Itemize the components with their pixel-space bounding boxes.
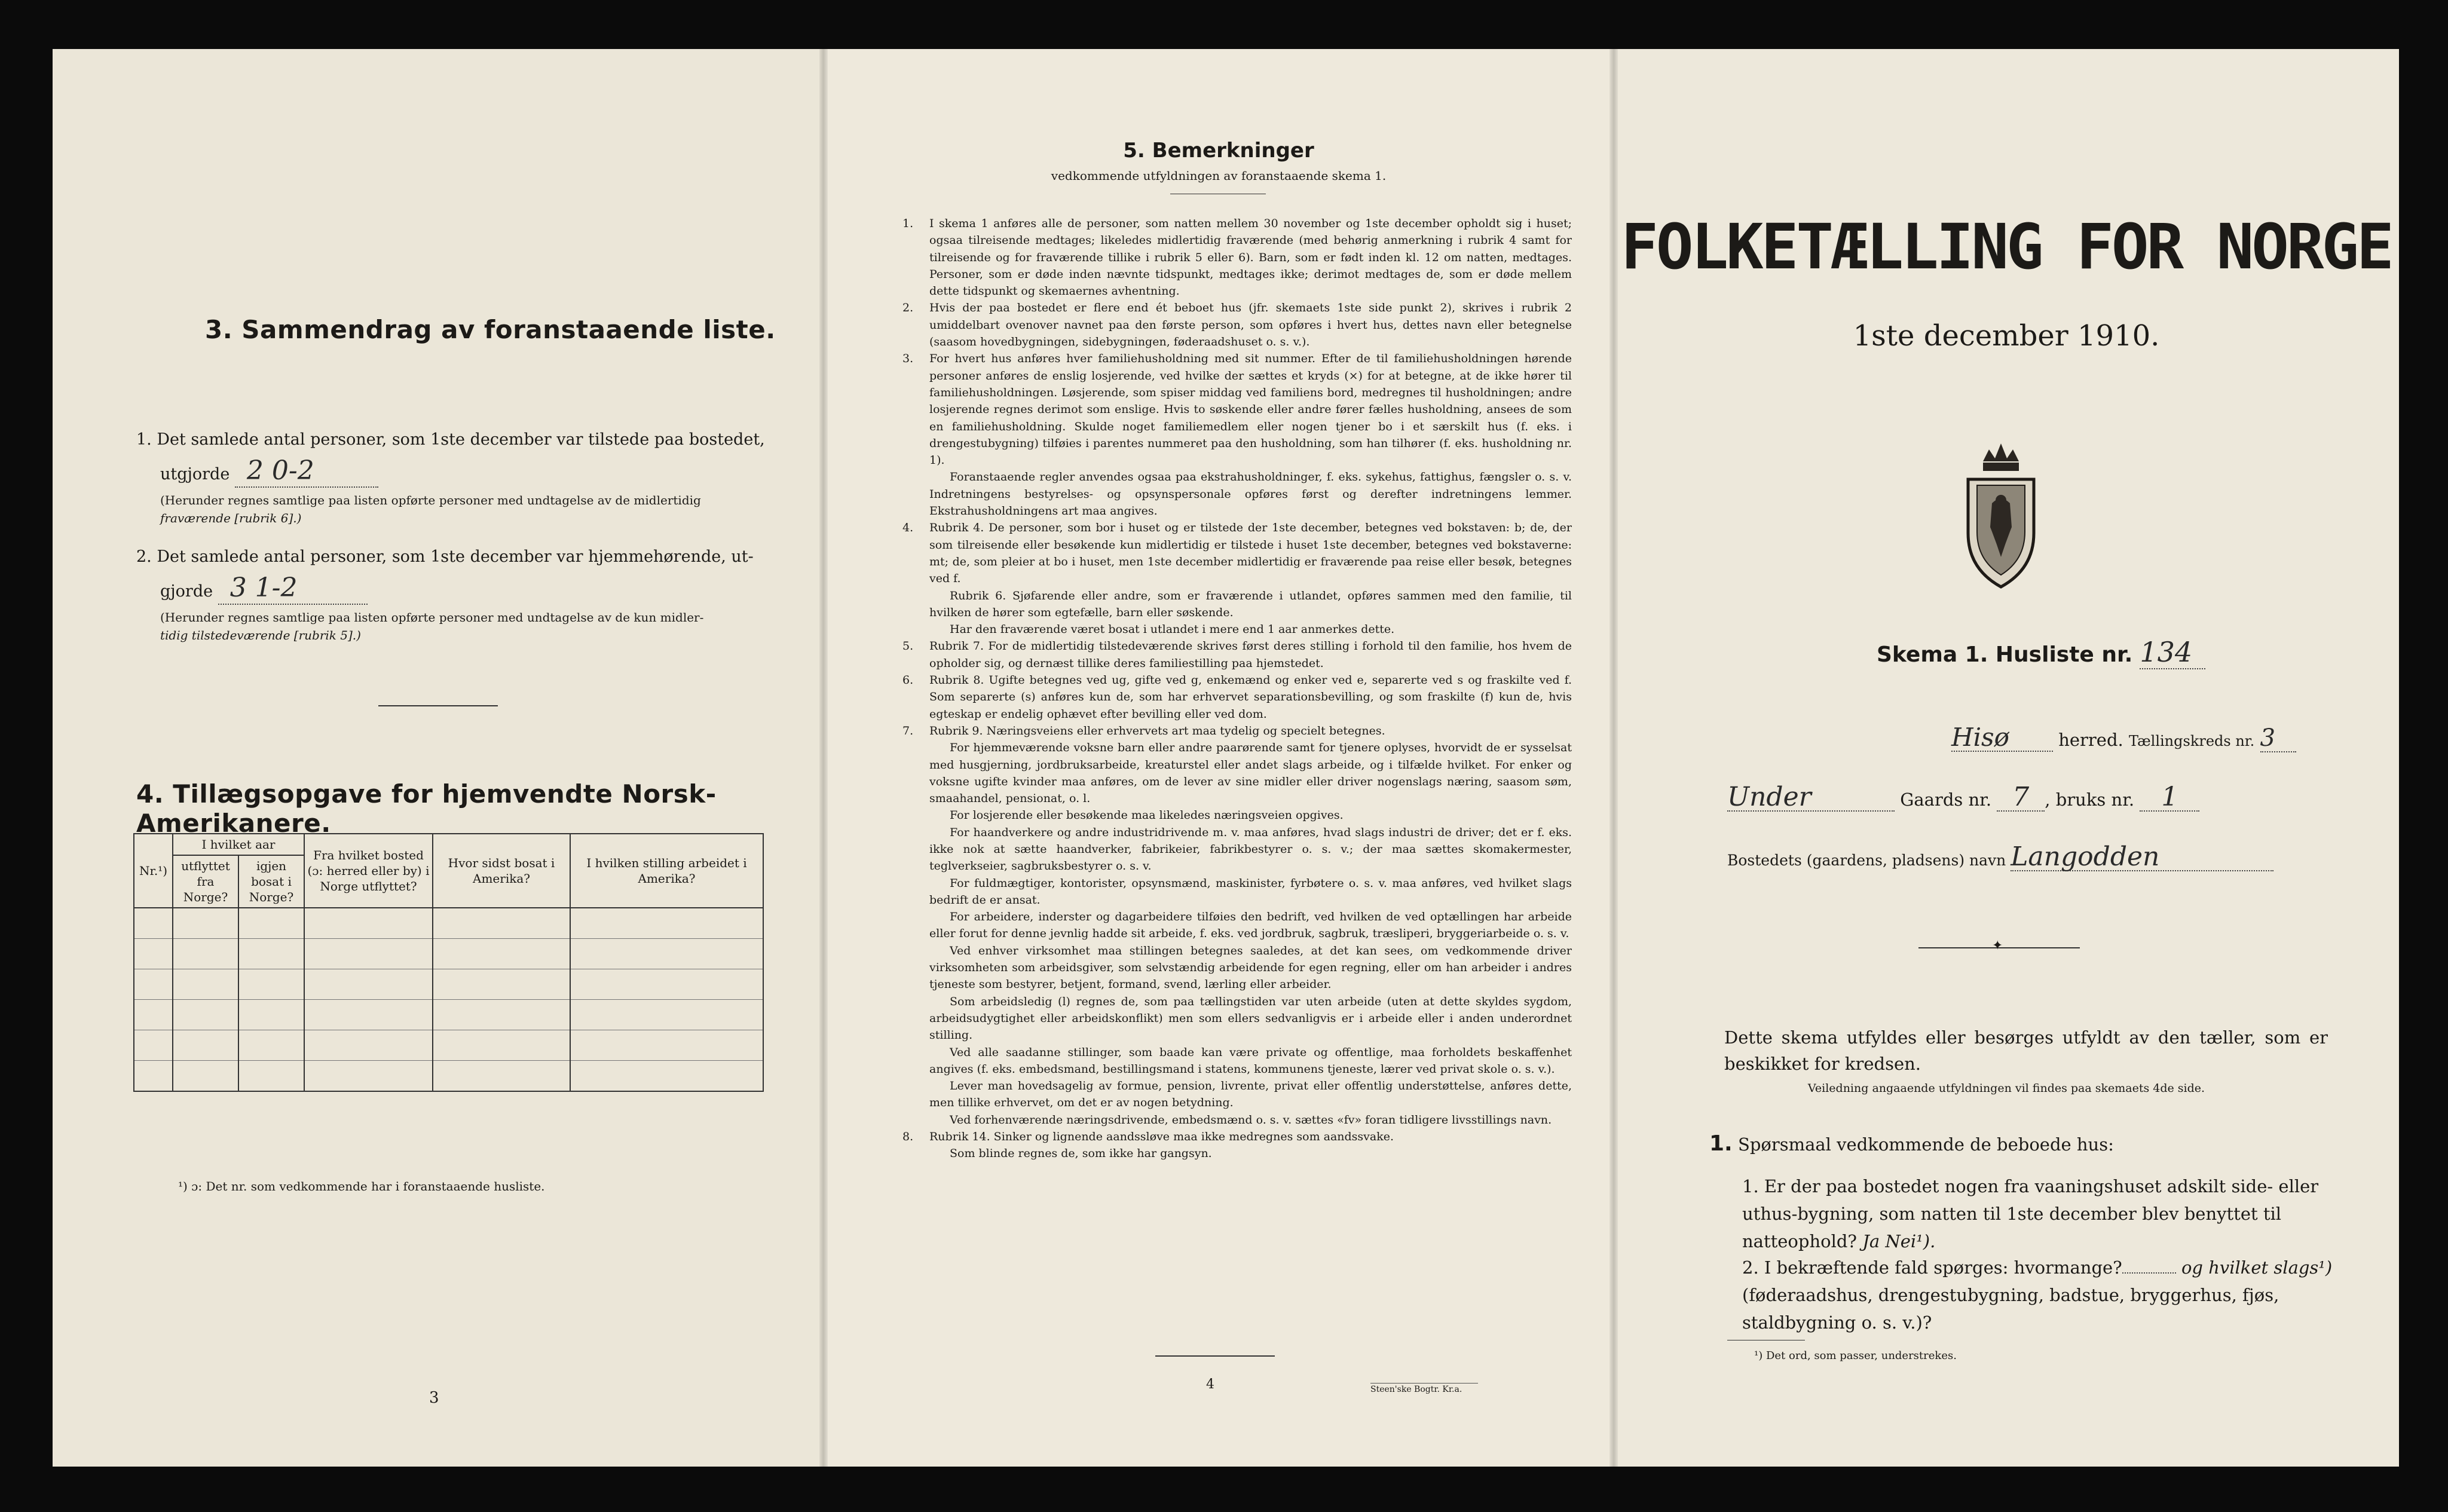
table-row	[134, 908, 763, 939]
herred-value: Hisø	[1951, 724, 2053, 752]
item-1-handwritten-value: 2 0-2	[235, 455, 378, 488]
question-1-text: 1. Er der paa bostedet nogen fra vaaningshuset adskilt side- eller uthus-bygning, som natten til 1ste december blev benyttet til natteophold?	[1742, 1176, 2319, 1251]
bruks-label: , bruks nr.	[2045, 789, 2135, 810]
remark-paragraph	[929, 469, 1572, 519]
census-date: 1ste december 1910.	[1853, 319, 2160, 353]
remark-paragraph	[929, 824, 1572, 875]
page-number-3: 3	[429, 1389, 439, 1407]
header-returned: igjen bosat i Norge?	[238, 855, 304, 908]
remark-paragraph	[929, 587, 1572, 622]
header-emigrated: utflyttet fra Norge?	[173, 855, 238, 908]
remark-paragraph	[902, 1128, 1572, 1145]
section-3-title: 3. Sammendrag av foranstaaende liste.	[205, 315, 776, 344]
spine-right	[1609, 49, 1618, 1467]
questions-heading	[1709, 1131, 2337, 1158]
remark-text: Hvis der paa bostedet er flere end ét beboet hus (jfr. skemaets 1ste side punkt 2), skrives i rubrik 2 umiddelbart ovenover navnet paa den første person, som opføres i hvert hus, dettes navn eller betegnelse (saasom hovedbygningen, sidebygningen, føderaadshuset o. s. v.).	[929, 301, 1572, 349]
remark-number: 8.	[902, 1130, 914, 1144]
remark-text: Som blinde regnes de, som ikke har gangsyn.	[950, 1147, 1212, 1161]
remark-paragraph	[902, 638, 1572, 672]
schema-line	[1877, 636, 2205, 669]
item-2-note-b: tidig tilstedeværende [rubrik 5].)	[160, 628, 361, 642]
husliste-number: 134	[2140, 636, 2205, 669]
question-1-answer: Ja Nei¹).	[1862, 1231, 1936, 1251]
remark-text: Rubrik 4. De personer, som bor i huset og er tilstede der 1ste december, betegnes ved bokstaven: b; de, der som tilreisende eller besøkende kun midlertidig er tilstede i huset 1ste december, betegnes ved bokstaverne: mt; de, som pleier at bo i huset, men 1ste december midlertidig er fraværende paa reise eller besøk, betegnes ved f.	[929, 521, 1572, 586]
item-2-prefix: gjorde	[160, 582, 213, 601]
header-from-where: Fra hvilket bosted (ɔ: herred eller by) i Norge utflyttet?	[304, 834, 433, 908]
kreds-value: 3	[2260, 725, 2296, 752]
question-2	[1742, 1254, 2340, 1336]
question-2-b: og hvilket slags¹)	[2181, 1257, 2333, 1278]
remark-number: 4.	[902, 521, 914, 535]
remark-number: 7.	[902, 724, 914, 737]
table-row	[134, 1030, 763, 1061]
item-2-gjorde	[160, 573, 368, 605]
remark-text: For hvert hus anføres hver familiehusholdning med sit nummer. Efter de til familiehusholdningen hørende personer anføres de enslig losjerende, ved hvilke der sættes et kryds (×) for at betegne, at de ikke hører til familiehusholdningen. Løsjerende, som spiser middag ved familiens bord, medregnes til husholdningen; andre losjerende regnes derimot som enslige. Hvis to søskende eller andre fører fælles husholdning, ansees de som en familiehusholdning. Skulde noget familiemedlem eller nogen tjener bo i et særskilt hus (f. eks. i drengestubygning) tilføies i parentes nummeret paa den husholdning, som han tilhører (f. eks. husholdning nr. 1).	[929, 352, 1572, 467]
table-footnote: ¹) ɔ: Det nr. som vedkommende har i foranstaaende husliste.	[178, 1179, 545, 1193]
item-1-prefix: utgjorde	[160, 465, 230, 483]
bosted-value: Langodden	[2011, 844, 2273, 871]
item-2-note	[160, 608, 794, 644]
item-1-text: 1. Det samlede antal personer, som 1ste december var tilstede paa bostedet,	[136, 430, 765, 449]
question-2-c: (føderaadshus, drengestubygning, badstue, bryggerhus, fjøs, staldbygning o. s. v.)?	[1742, 1285, 2279, 1333]
remark-text: Ved forhenværende næringsdrivende, embedsmænd o. s. v. sættes «fv» foran tidligere livsstillings navn.	[950, 1113, 1552, 1127]
remark-text: For losjerende eller besøkende maa likeledes næringsveien opgives.	[950, 809, 1344, 822]
page-left	[53, 49, 824, 1467]
footnote-text: ¹) Det ord, som passer, understrekes.	[1754, 1349, 1957, 1362]
herred-label: herred.	[2058, 730, 2123, 750]
remark-number: 6.	[902, 674, 914, 687]
remark-paragraph	[929, 942, 1572, 993]
remark-paragraph	[929, 1145, 1572, 1162]
questions-heading-number: 1.	[1709, 1131, 1733, 1156]
remark-text: Rubrik 14. Sinker og lignende aandssløve maa ikke medregnes som aandssvake.	[929, 1130, 1394, 1144]
bosted-label: Bostedets (gaardens, pladsens) navn	[1727, 852, 2006, 869]
table-row	[134, 1000, 763, 1030]
remark-paragraph	[902, 215, 1572, 299]
remark-paragraph	[902, 299, 1572, 350]
remark-number: 1.	[902, 217, 914, 230]
header-year-group: I hvilket aar	[173, 834, 304, 855]
table-row	[134, 1061, 763, 1092]
remark-text: For hjemmeværende voksne barn eller andre paarørende samt for tjenere oplyses, hvorvidt de er sysselsat med husgjerning, jordbruksarbeide, kreaturstel eller andet slags arbeide, og i tilfælde hvilket. For enker og voksne ugifte kvinder maa anføres, om de lever av sine midler eller driver nogenslags næring, saasom søm, smaahandel, pensionat, o. l.	[929, 741, 1572, 806]
gaard-nr: 7	[1997, 784, 2045, 812]
remark-paragraph	[929, 621, 1572, 638]
item-1-utgjorde	[160, 455, 378, 488]
item-1-note	[160, 491, 794, 527]
gaard-line	[1727, 784, 2337, 813]
item-1-note-b: fraværende [rubrik 6].)	[160, 511, 302, 525]
schema-prefix: Skema 1. Husliste nr.	[1877, 642, 2133, 667]
remark-number: 3.	[902, 352, 914, 366]
header-position: I hvilken stilling arbeidet i Amerika?	[570, 834, 763, 908]
ornament-icon: ✦	[1992, 938, 2003, 953]
page-middle	[824, 49, 1614, 1467]
remark-text: For haandverkere og andre industridrivende m. v. maa anføres, hvad slags industri de driver; det er f. eks. ikke nok at sætte haandverker, fabrikeier, fabrikbestyrer o. s. v.; der maa sættes skomakermester, teglverkseier, sagbruksbestyrer o. s. v.	[929, 825, 1572, 873]
remark-paragraph	[929, 875, 1572, 909]
remark-paragraph	[929, 1078, 1572, 1112]
remark-text: Lever man hovedsagelig av formue, pension, livrente, privat eller offentlig understøttelse, anføres dette, men tillike erhvervet, om det er av nogen betydning.	[929, 1079, 1572, 1110]
intro-text: Dette skema utfyldes eller besørges utfyldt av den tæller, som er beskikket for kredsen.	[1724, 1027, 2328, 1074]
remark-number: 2.	[902, 301, 914, 315]
question-1	[1742, 1173, 2340, 1255]
remark-text: Ved alle saadanne stillinger, som baade kan være private og offentlige, maa forholdets beskaffenhet angives (f. eks. embedsmand, bestillingsmand i statens, kommunens tjeneste, lærer ved privat skole o. s. v.).	[929, 1045, 1572, 1076]
remark-paragraph	[929, 1044, 1572, 1078]
header-where-america: Hvor sidst bosat i Amerika?	[433, 834, 570, 908]
remark-paragraph	[902, 519, 1572, 587]
printer-mark: Steen'ske Bogtr. Kr.a.	[1370, 1383, 1478, 1394]
questions-heading-text: Spørsmaal vedkommende de beboede hus:	[1737, 1134, 2114, 1155]
remark-text: For fuldmægtiger, kontorister, opsynsmænd, maskinister, fyrbøtere o. s. v. maa anføres, ved hvilket slags bedrift de er ansat.	[929, 876, 1572, 907]
norsk-amerikanere-table	[133, 833, 764, 1092]
page-right	[1614, 49, 2399, 1467]
remark-text: Ved enhver virksomhet maa stillingen betegnes saaledes, at det kan sees, om vedkommende driver virksomheten som arbeidsgiver, som selvstændig arbeidende for egen regning, eller om han arbeider i andres tjeneste som bestyrer, betjent, formand, svend, lærling eller arbeider.	[929, 944, 1572, 991]
census-title: FOLKETÆLLING FOR NORGE	[1621, 210, 2392, 283]
remark-text: I skema 1 anføres alle de personer, som natten mellem 30 november og 1ste december opholdt sig i huset; ogsaa tilreisende medtages; likeledes midlertidig fraværende (med behørig anmerkning i rubrik 4 samt for tilreisende og for fraværende tillike i rubrik 5 eller 6). Barn, som er født inden kl. 12 om natten, medtages. Personer, som er døde inden nævnte tidspunkt, medtages ikke; derimot medtages de, som er døde mellem dette tidspunkt og skemaernes avhentning.	[929, 217, 1572, 298]
remarks-subtitle: vedkommende utfyldningen av foranstaaende skema 1.	[1051, 169, 1387, 183]
remark-paragraph	[929, 739, 1572, 807]
remark-paragraph	[902, 350, 1572, 469]
page-number-4: 4	[1206, 1377, 1214, 1392]
remark-paragraph	[902, 723, 1572, 739]
remark-paragraph	[929, 993, 1572, 1044]
item-1-note-a: (Herunder regnes samtlige paa listen opførte personer med undtagelse av de midlertidig	[160, 493, 701, 507]
remark-paragraph	[902, 672, 1572, 723]
gaard-label: Gaards nr.	[1900, 789, 1992, 810]
item-2-text: 2. Det samlede antal personer, som 1ste december var hjemmehørende, ut-	[136, 547, 754, 566]
remark-paragraph	[929, 908, 1572, 942]
header-nr: Nr.¹)	[134, 834, 173, 908]
remark-text: Foranstaaende regler anvendes ogsaa paa ekstrahusholdninger, f. eks. sykehus, fattighus, fængsler o. s. v. Indretningens bestyrelses- og opsynspersonale opføres først og derefter indretningens lemmer. Ekstrahusholdningens art maa angives.	[929, 470, 1572, 518]
item-2-note-a: (Herunder regnes samtlige paa listen opførte personer med undtagelse av de kun midler-	[160, 610, 704, 625]
table-row	[134, 969, 763, 1000]
remark-text: Har den fraværende været bosat i utlandet i mere end 1 aar anmerkes dette.	[950, 623, 1395, 636]
remark-text: Rubrik 6. Sjøfarende eller andre, som er fraværende i utlandet, opføres sammen med den familie, til hvilken de hører som egtefælle, barn eller søskende.	[929, 589, 1572, 619]
remark-text: Rubrik 8. Ugifte betegnes ved ug, gifte ved g, enkemænd og enker ved e, separerte ved s og fraskilte ved f. Som separerte (s) anføres kun de, som har erhvervet separationsbevilling, og som fraskilte (f) kun de, hvis egteskap er endelig ophævet efter bevilling eller ved dom.	[929, 674, 1572, 721]
coat-of-arms-icon	[1959, 437, 2043, 593]
section-4-title: 4. Tillægsopgave for hjemvendte Norsk-Amerikanere.	[136, 779, 717, 838]
remark-text: Rubrik 7. For de midlertidig tilstedeværende skrives først deres stilling i forhold til den familie, hos hvem de opholder sig, og dernæst tillike deres familiestilling paa hjemstedet.	[929, 639, 1572, 670]
bruks-nr: 1	[2140, 784, 2199, 812]
item-2-handwritten-value: 3 1-2	[218, 573, 368, 605]
herred-line	[1951, 724, 2370, 754]
remarks-body	[902, 215, 1572, 1162]
remark-paragraph	[929, 807, 1572, 824]
remark-text: For arbeidere, inderster og dagarbeidere tilføies den bedrift, ved hvilken de ved optællingen har arbeide eller forut for denne jevnlig hadde sit arbeide, f. eks. ved jordbruk, sagbruk, træsliperi, bryggeriarbeide o. s. v.	[929, 910, 1572, 941]
remark-paragraph	[929, 1112, 1572, 1128]
bosted-line	[1727, 841, 2337, 874]
remark-text: Rubrik 9. Næringsveiens eller erhvervets art maa tydelig og specielt betegnes.	[929, 724, 1385, 737]
remarks-title: 5. Bemerkninger	[1123, 139, 1314, 163]
separator-line	[378, 705, 498, 706]
guidance-text: Veiledning angaaende utfyldningen vil findes paa skemaets 4de side.	[1807, 1082, 2205, 1095]
end-line	[1155, 1355, 1275, 1357]
remark-number: 5.	[902, 639, 914, 653]
question-2-a: 2. I bekræftende fald spørges: hvormange?	[1742, 1257, 2122, 1278]
kreds-label: Tællingskreds nr.	[2128, 733, 2255, 749]
spine-left	[819, 49, 828, 1467]
table-row	[134, 939, 763, 969]
gaard-value: Under	[1727, 784, 1895, 812]
remark-text: Som arbeidsledig (l) regnes de, som paa tællingstiden var uten arbeide (uten at dette skyldes sygdom, arbeidsudygtighet eller arbeidskonflikt) men som ellers sedvanligvis er i arbeide eller i anden underordnet stilling.	[929, 994, 1572, 1042]
